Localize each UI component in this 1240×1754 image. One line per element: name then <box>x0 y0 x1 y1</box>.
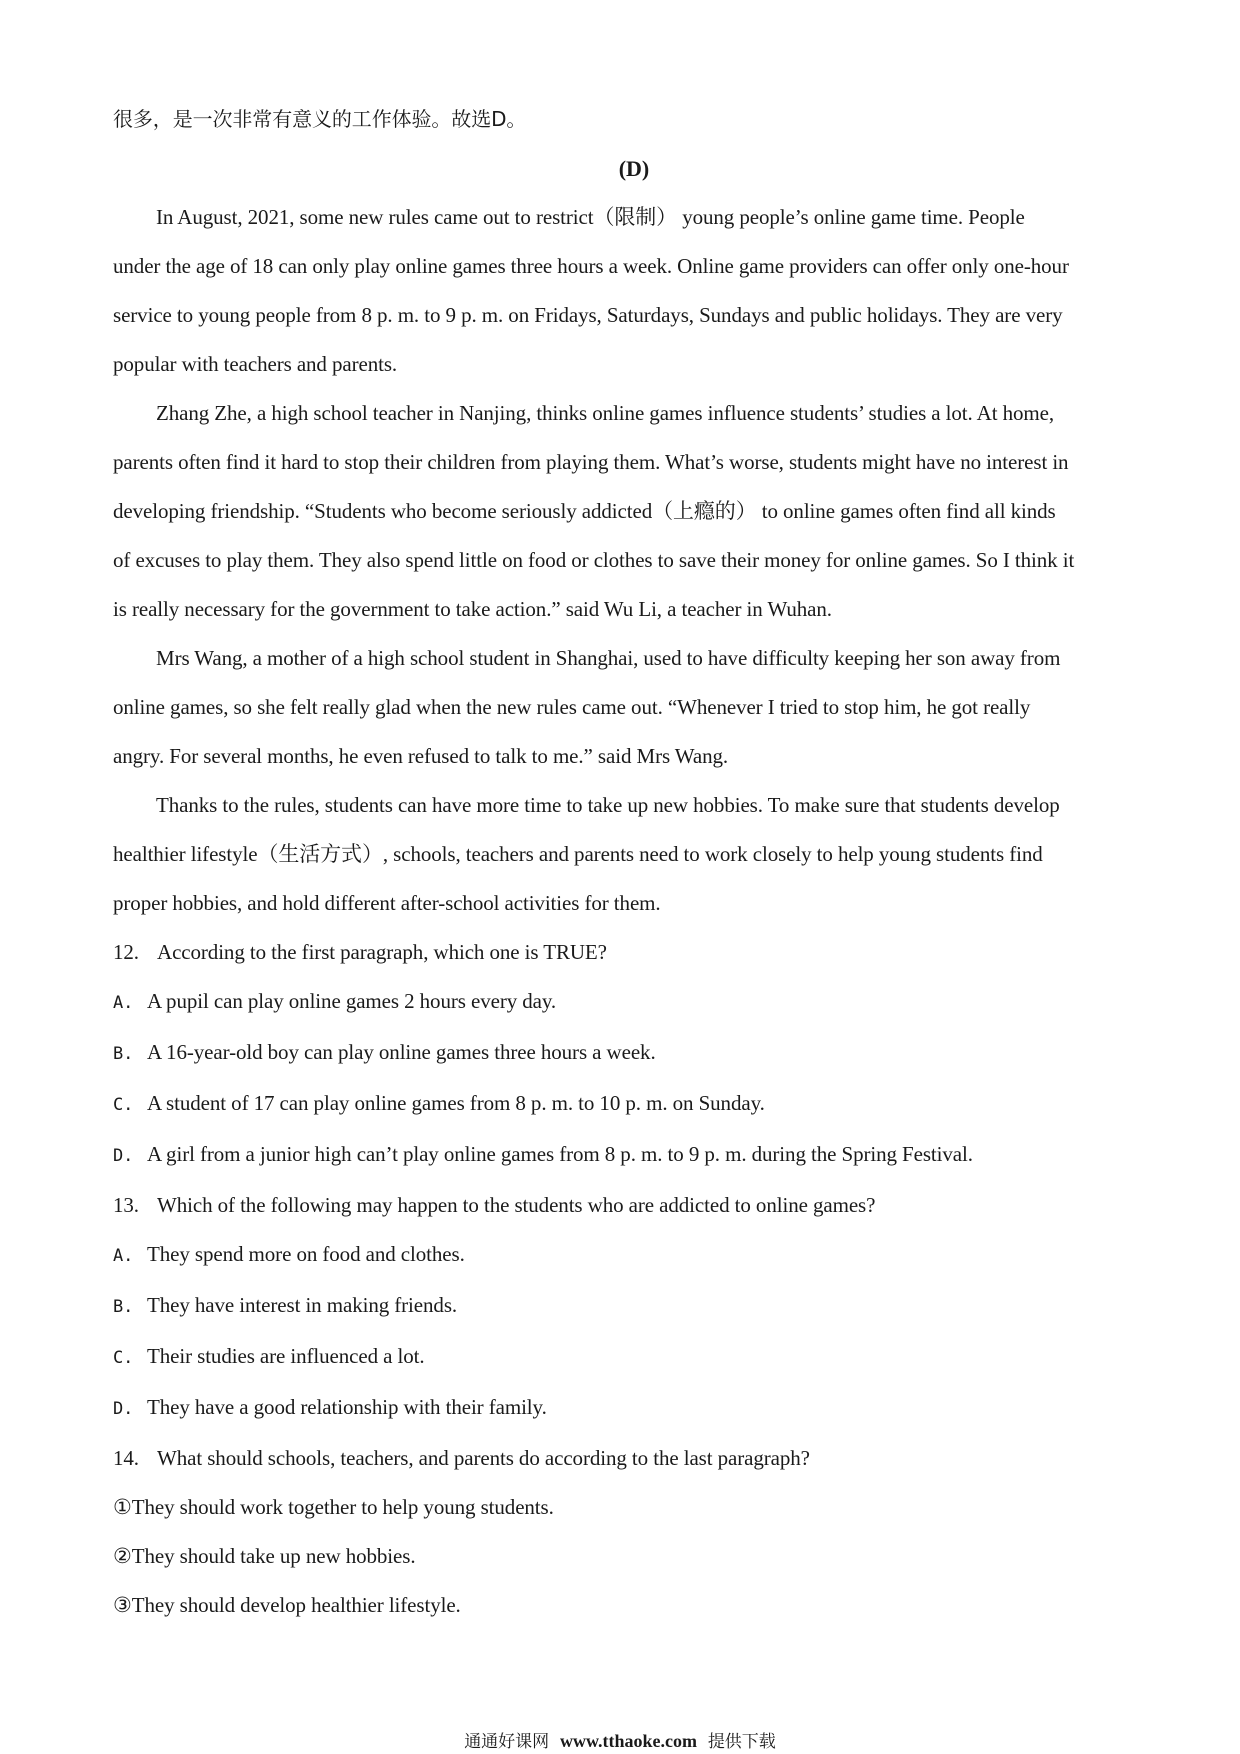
paragraph <box>113 193 1133 389</box>
statement-2: ②They should take up new hobbies. <box>113 1544 416 1568</box>
passage-line: Mrs Wang, a mother of a high school student in Shanghai, used to have difficulty keeping her son away from <box>156 646 1061 670</box>
option-text: They have interest in making friends. <box>147 1293 458 1317</box>
option-b <box>113 1281 1133 1332</box>
footer-site-name: 通通好课网 <box>464 1732 550 1752</box>
option-letter: A. <box>113 1246 134 1266</box>
paragraph <box>113 389 1133 634</box>
section-heading: (D) <box>618 156 650 181</box>
question-text: According to the first paragraph, which one is TRUE? <box>157 940 607 964</box>
footer-download-text: 提供下载 <box>707 1732 776 1752</box>
option-letter: B. <box>113 1297 134 1317</box>
passage-line: healthier lifestyle（生活方式）, schools, teachers and parents need to work closely to help young students find <box>113 842 1043 866</box>
passage-line: is really necessary for the government to take action.” said Wu Li, a teacher in Wuhan. <box>113 597 832 621</box>
paragraph <box>113 781 1133 928</box>
passage-line: parents often find it hard to stop their children from playing them. What’s worse, students might have no interest in <box>113 450 1069 474</box>
passage-line: In August, 2021, some new rules came out to restrict（限制） young people’s online game time. People <box>156 205 1025 229</box>
paragraph <box>113 634 1133 781</box>
passage-line: popular with teachers and parents. <box>113 352 398 376</box>
question-stem <box>113 928 1133 977</box>
option-text: A student of 17 can play online games from 8 p. m. to 10 p. m. on Sunday. <box>147 1091 765 1115</box>
question-number: 12. <box>113 940 139 964</box>
question-12 <box>113 928 1133 1181</box>
option-b <box>113 1028 1133 1079</box>
statement-3: ③They should develop healthier lifestyle. <box>113 1593 461 1617</box>
question-text: Which of the following may happen to the students who are addicted to online games? <box>157 1193 876 1217</box>
question-number: 13. <box>113 1193 139 1217</box>
option-text: They have a good relationship with their family. <box>147 1395 547 1419</box>
option-letter: C. <box>113 1095 134 1115</box>
passage-line: service to young people from 8 p. m. to 9 p. m. on Fridays, Saturdays, Sundays and public holidays. They are very <box>113 303 1063 327</box>
option-c <box>113 1079 1133 1130</box>
passage-line: online games, so she felt really glad when the new rules came out. “Whenever I tried to stop him, he got really <box>113 695 1031 719</box>
question-stem <box>113 1181 1133 1230</box>
option-text: A 16-year-old boy can play online games three hours a week. <box>147 1040 656 1064</box>
page-footer <box>0 1727 1240 1752</box>
passage-line: under the age of 18 can only play online games three hours a week. Online game providers can offer only one-hour <box>113 254 1069 278</box>
option-letter: A. <box>113 993 134 1013</box>
passage-line: developing friendship. “Students who become seriously addicted（上瘾的） to online games often find all kinds <box>113 499 1056 523</box>
option-text: They spend more on food and clothes. <box>147 1242 465 1266</box>
passage-line: angry. For several months, he even refused to talk to me.” said Mrs Wang. <box>113 744 729 768</box>
option-a <box>113 1230 1133 1281</box>
option-letter: C. <box>113 1348 134 1368</box>
statement-1: ①They should work together to help young students. <box>113 1495 554 1519</box>
passage-line: Zhang Zhe, a high school teacher in Nanjing, thinks online games influence students’ studies a lot. At home, <box>156 401 1055 425</box>
option-letter: B. <box>113 1044 134 1064</box>
question-14 <box>113 1434 1133 1630</box>
option-d <box>113 1130 1133 1181</box>
option-c <box>113 1332 1133 1383</box>
passage <box>113 193 1133 928</box>
previous-answer-line: 很多，是一次非常有意义的工作体验。故选D。 <box>113 107 527 131</box>
question-13 <box>113 1181 1133 1434</box>
question-number: 14. <box>113 1446 139 1470</box>
document-page <box>113 95 1133 1630</box>
footer-url[interactable]: www.tthaoke.com <box>560 1731 697 1751</box>
option-a <box>113 977 1133 1028</box>
question-stem <box>113 1434 1133 1483</box>
option-letter: D. <box>113 1146 134 1166</box>
option-text: A pupil can play online games 2 hours every day. <box>147 989 557 1013</box>
option-text: Their studies are influenced a lot. <box>147 1344 425 1368</box>
option-letter: D. <box>113 1399 134 1419</box>
passage-line: of excuses to play them. They also spend little on food or clothes to save their money for online games. So I think it <box>113 548 1075 572</box>
question-text: What should schools, teachers, and parents do according to the last paragraph? <box>157 1446 810 1470</box>
option-d <box>113 1383 1133 1434</box>
passage-line: Thanks to the rules, students can have more time to take up new hobbies. To make sure that students develop <box>156 793 1060 817</box>
option-text: A girl from a junior high can’t play online games from 8 p. m. to 9 p. m. during the Spring Festival. <box>147 1142 973 1166</box>
passage-line: proper hobbies, and hold different after-school activities for them. <box>113 891 661 915</box>
